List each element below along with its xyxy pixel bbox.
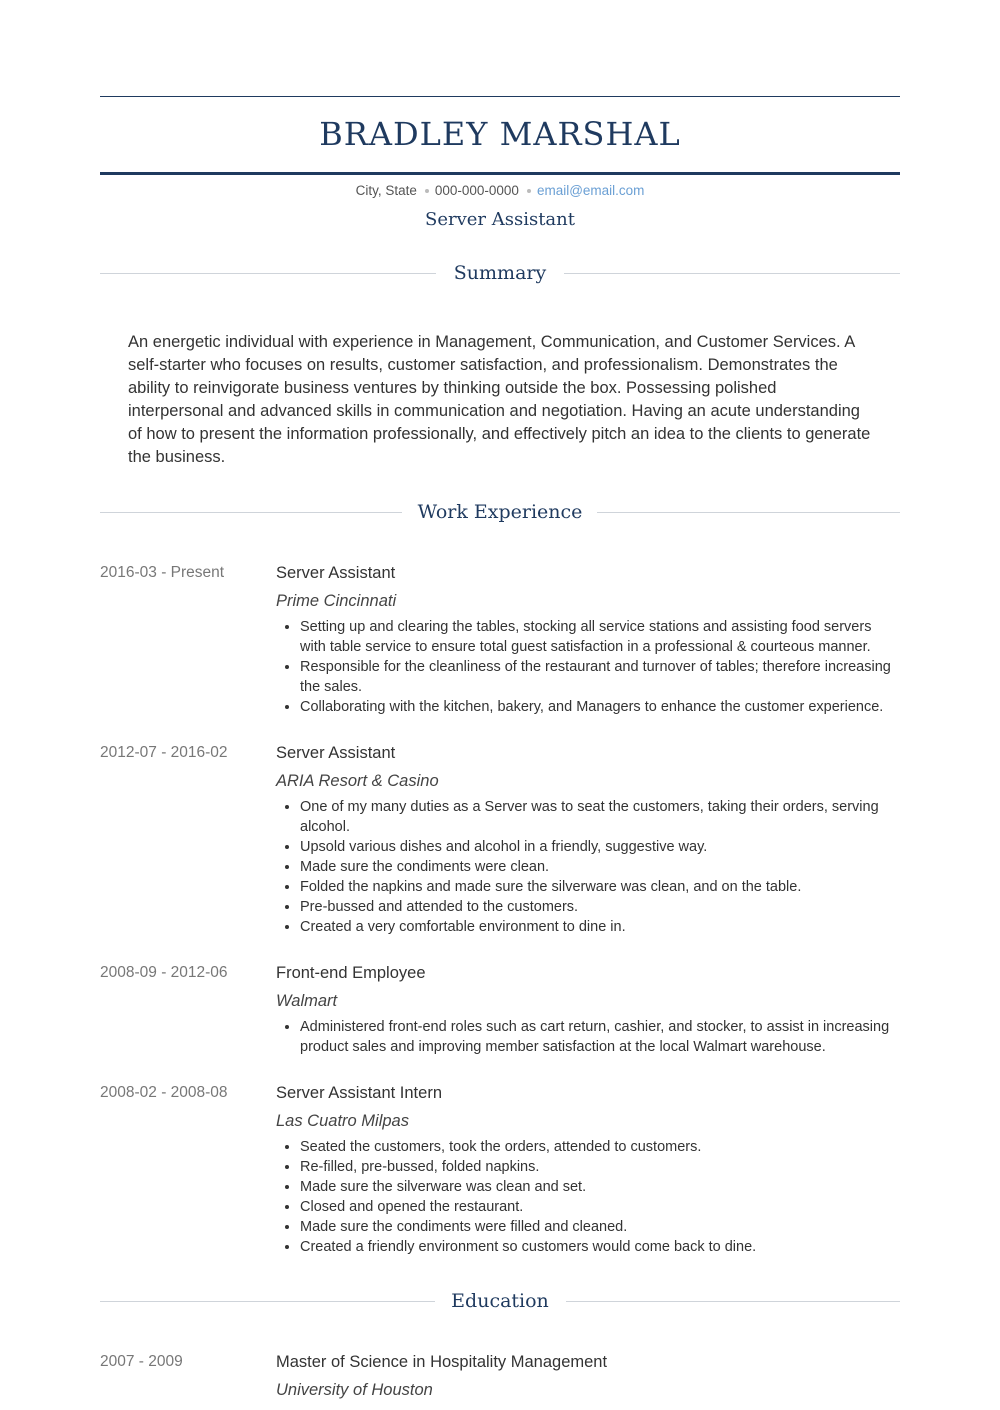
bullet-item: • Responsible for the cleanliness of the restaurant and turnover of tables; therefore increasing the sales. xyxy=(300,657,900,697)
education-heading xyxy=(100,1286,900,1316)
phone: 000-000-0000 xyxy=(434,183,519,198)
experience-heading xyxy=(100,497,900,527)
location: City, State xyxy=(355,183,417,198)
entry-company: Walmart xyxy=(276,992,338,1010)
entry-company: Las Cuatro Milpas xyxy=(276,1112,409,1130)
bullet-item: • Folded the napkins and made sure the silverware was clean, and on the table. xyxy=(300,877,900,897)
entry-company: ARIA Resort & Casino xyxy=(276,772,439,790)
entry-dates: 2008-02 - 2008-08 xyxy=(100,1084,228,1101)
entry-dates: 2016-03 - Present xyxy=(100,564,225,581)
experience-heading-label: Work Experience xyxy=(417,501,583,523)
bullet-item: • Closed and opened the restaurant. xyxy=(300,1197,900,1217)
bullet-item: • Re-filled, pre-bussed, folded napkins. xyxy=(300,1157,900,1177)
entry-company: Prime Cincinnati xyxy=(276,592,397,610)
header-top-rule xyxy=(100,96,900,97)
entry-body xyxy=(276,563,900,717)
entry-title: Server Assistant Intern xyxy=(276,1084,442,1102)
separator-dot-icon xyxy=(425,189,429,193)
bullet-item: • Pre-bussed and attended to the customers. xyxy=(300,897,900,917)
entry-dates: 2012-07 - 2016-02 xyxy=(100,744,228,761)
header-bottom-rule xyxy=(100,172,900,175)
entry-body xyxy=(276,1083,900,1257)
job-role: Server Assistant xyxy=(425,209,575,230)
candidate-name: BRADLEY MARSHAL xyxy=(319,115,681,153)
entry-title: Front-end Employee xyxy=(276,964,426,982)
entry-body xyxy=(276,1352,900,1400)
bullet-item: • Made sure the condiments were clean. xyxy=(300,857,900,877)
entry-dates: 2007 - 2009 xyxy=(100,1353,183,1370)
bullet-item: • Upsold various dishes and alcohol in a friendly, suggestive way. xyxy=(300,837,900,857)
summary-text: An energetic individual with experience in Management, Communication, and Customer Services. A self-starter who focuses on results, customer satisfaction, and professionalism. Demonstrates the ability to reinvigorate business ventures by thinking outside the box. Possessing polished interpersonal and advanced skills in communication and negotiation. Having an acute understanding of how to present the information professionally, and effectively pitch an idea to the clients to generate the business. xyxy=(128,333,871,466)
summary-heading-label: Summary xyxy=(453,262,547,284)
bullet-item: • One of my many duties as a Server was to seat the customers, taking their orders, serving alcohol. xyxy=(300,797,900,837)
bullet-item: • Made sure the condiments were filled and cleaned. xyxy=(300,1217,900,1237)
entry-bullets xyxy=(276,797,900,937)
email-link[interactable]: email@email.com xyxy=(536,183,645,198)
entry-bullets xyxy=(276,1017,900,1057)
entry-title: Server Assistant xyxy=(276,744,396,762)
bullet-item: • Created a very comfortable environment to dine in. xyxy=(300,917,900,937)
education-heading-label: Education xyxy=(451,1290,549,1312)
entry-dates: 2008-09 - 2012-06 xyxy=(100,964,228,981)
bullet-item: • Setting up and clearing the tables, stocking all service stations and assisting food servers with table service to ensure total guest satisfaction in a professional & courteous manner. xyxy=(300,617,900,657)
entry-school: University of Houston xyxy=(276,1381,433,1399)
entry-body xyxy=(276,743,900,937)
entry-bullets xyxy=(276,617,900,717)
bullet-item: • Administered front-end roles such as cart return, cashier, and stocker, to assist in increasing product sales and improving member satisfaction at the local Walmart warehouse. xyxy=(300,1017,900,1057)
entry-degree: Master of Science in Hospitality Management xyxy=(276,1353,608,1371)
summary-heading xyxy=(100,258,900,288)
separator-dot-icon xyxy=(527,189,531,193)
bullet-item: • Seated the customers, took the orders, attended to customers. xyxy=(300,1137,900,1157)
entry-bullets xyxy=(276,1137,900,1257)
contact-line xyxy=(100,182,900,200)
bullet-item: • Made sure the silverware was clean and set. xyxy=(300,1177,900,1197)
entry-title: Server Assistant xyxy=(276,564,396,582)
bullet-item: • Collaborating with the kitchen, bakery, and Managers to enhance the customer experience. xyxy=(300,697,900,717)
bullet-item: • Created a friendly environment so customers would come back to dine. xyxy=(300,1237,900,1257)
entry-body xyxy=(276,963,900,1057)
